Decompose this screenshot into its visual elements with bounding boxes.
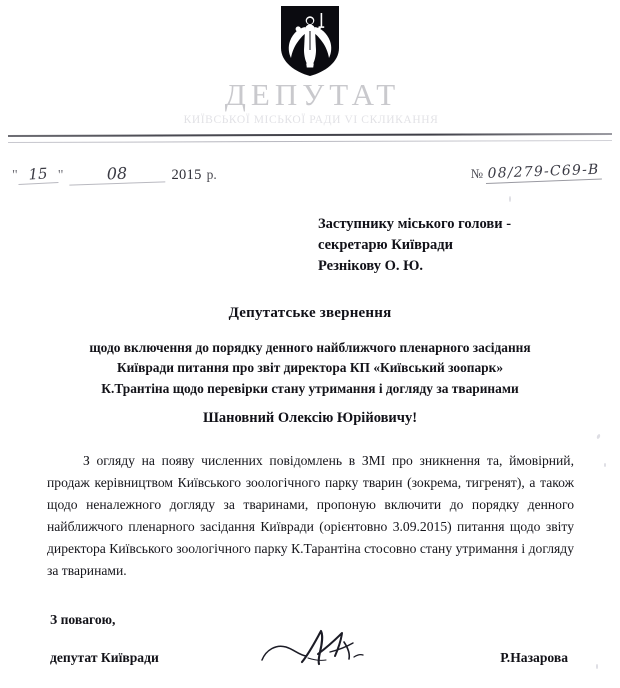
signature-name: Р.Назарова — [500, 650, 568, 665]
body-paragraph: З огляду на появу численних повідомлень в ЗМІ про зникнення та, ймовірний, продаж керівництвом Київського зоологічного парку тварин (зокрема, тигренят), а також щодо неналежного догляду за тваринами, пропоную включити до порядку денного найближчого пленарного засідання Київради (орієнтовно 3.09.2015) питання щодо звіту директора Київського зоологічного парку К.Тарантіна стосовно стану утримання і догляду за тваринами. — [47, 453, 574, 579]
document-meta-row — [0, 160, 620, 196]
divider-rule-primary — [8, 133, 612, 137]
divider-rule-secondary — [8, 140, 612, 143]
letterhead-subtitle: КИЇВСЬКОЇ МІСЬКОЇ РАДИ VI СКЛИКАННЯ — [183, 113, 439, 126]
salutation: Шановний Олексію Юрійовичу! — [202, 410, 418, 426]
reference-value-handwritten: 08/279-С69-В — [485, 162, 602, 184]
signature-regards: З повагою, — [50, 612, 116, 627]
document-heading: Депутатське звернення — [228, 305, 392, 321]
date-day-handwritten: 15 — [17, 164, 58, 185]
subject-line-1: щодо включення до порядку денного найближчого пленарного засідання — [89, 340, 531, 355]
subject-line-3: К.Трантіна щодо перевірки стану утримання і догляду за тваринами — [101, 380, 519, 396]
scan-artifact — [509, 196, 511, 202]
scan-artifact — [604, 463, 606, 467]
kyiv-coat-of-arms-icon — [279, 4, 341, 78]
addressee-block — [318, 214, 608, 277]
scan-artifact — [596, 434, 601, 440]
signature-block — [0, 612, 620, 688]
reference-number-line — [470, 161, 602, 184]
subject-line-2: Київради питання про звіт директора КП «Київський зоопарк» — [116, 360, 504, 376]
date-year-suffix: р. — [206, 167, 217, 182]
addressee-line-1: Заступнику міського голови - — [318, 216, 512, 232]
document-subject-block — [26, 338, 594, 399]
signature-role: депутат Київради — [50, 650, 159, 665]
date-year: 2015 — [171, 167, 202, 183]
date-line — [12, 164, 217, 184]
letterhead-divider — [0, 132, 620, 146]
date-quote-open: " — [12, 168, 18, 183]
handwritten-signature-icon — [258, 624, 388, 670]
addressee-line-3: Резнікову О. Ю. — [318, 258, 424, 275]
date-month-handwritten: 08 — [69, 162, 166, 185]
letterhead — [0, 0, 620, 126]
scan-artifact — [596, 664, 598, 669]
letterhead-title: ДЕПУТАТ — [224, 77, 401, 112]
date-quote-close: " — [57, 168, 64, 183]
addressee-line-2: секретарю Київради — [318, 237, 453, 254]
reference-label: № — [470, 166, 484, 181]
